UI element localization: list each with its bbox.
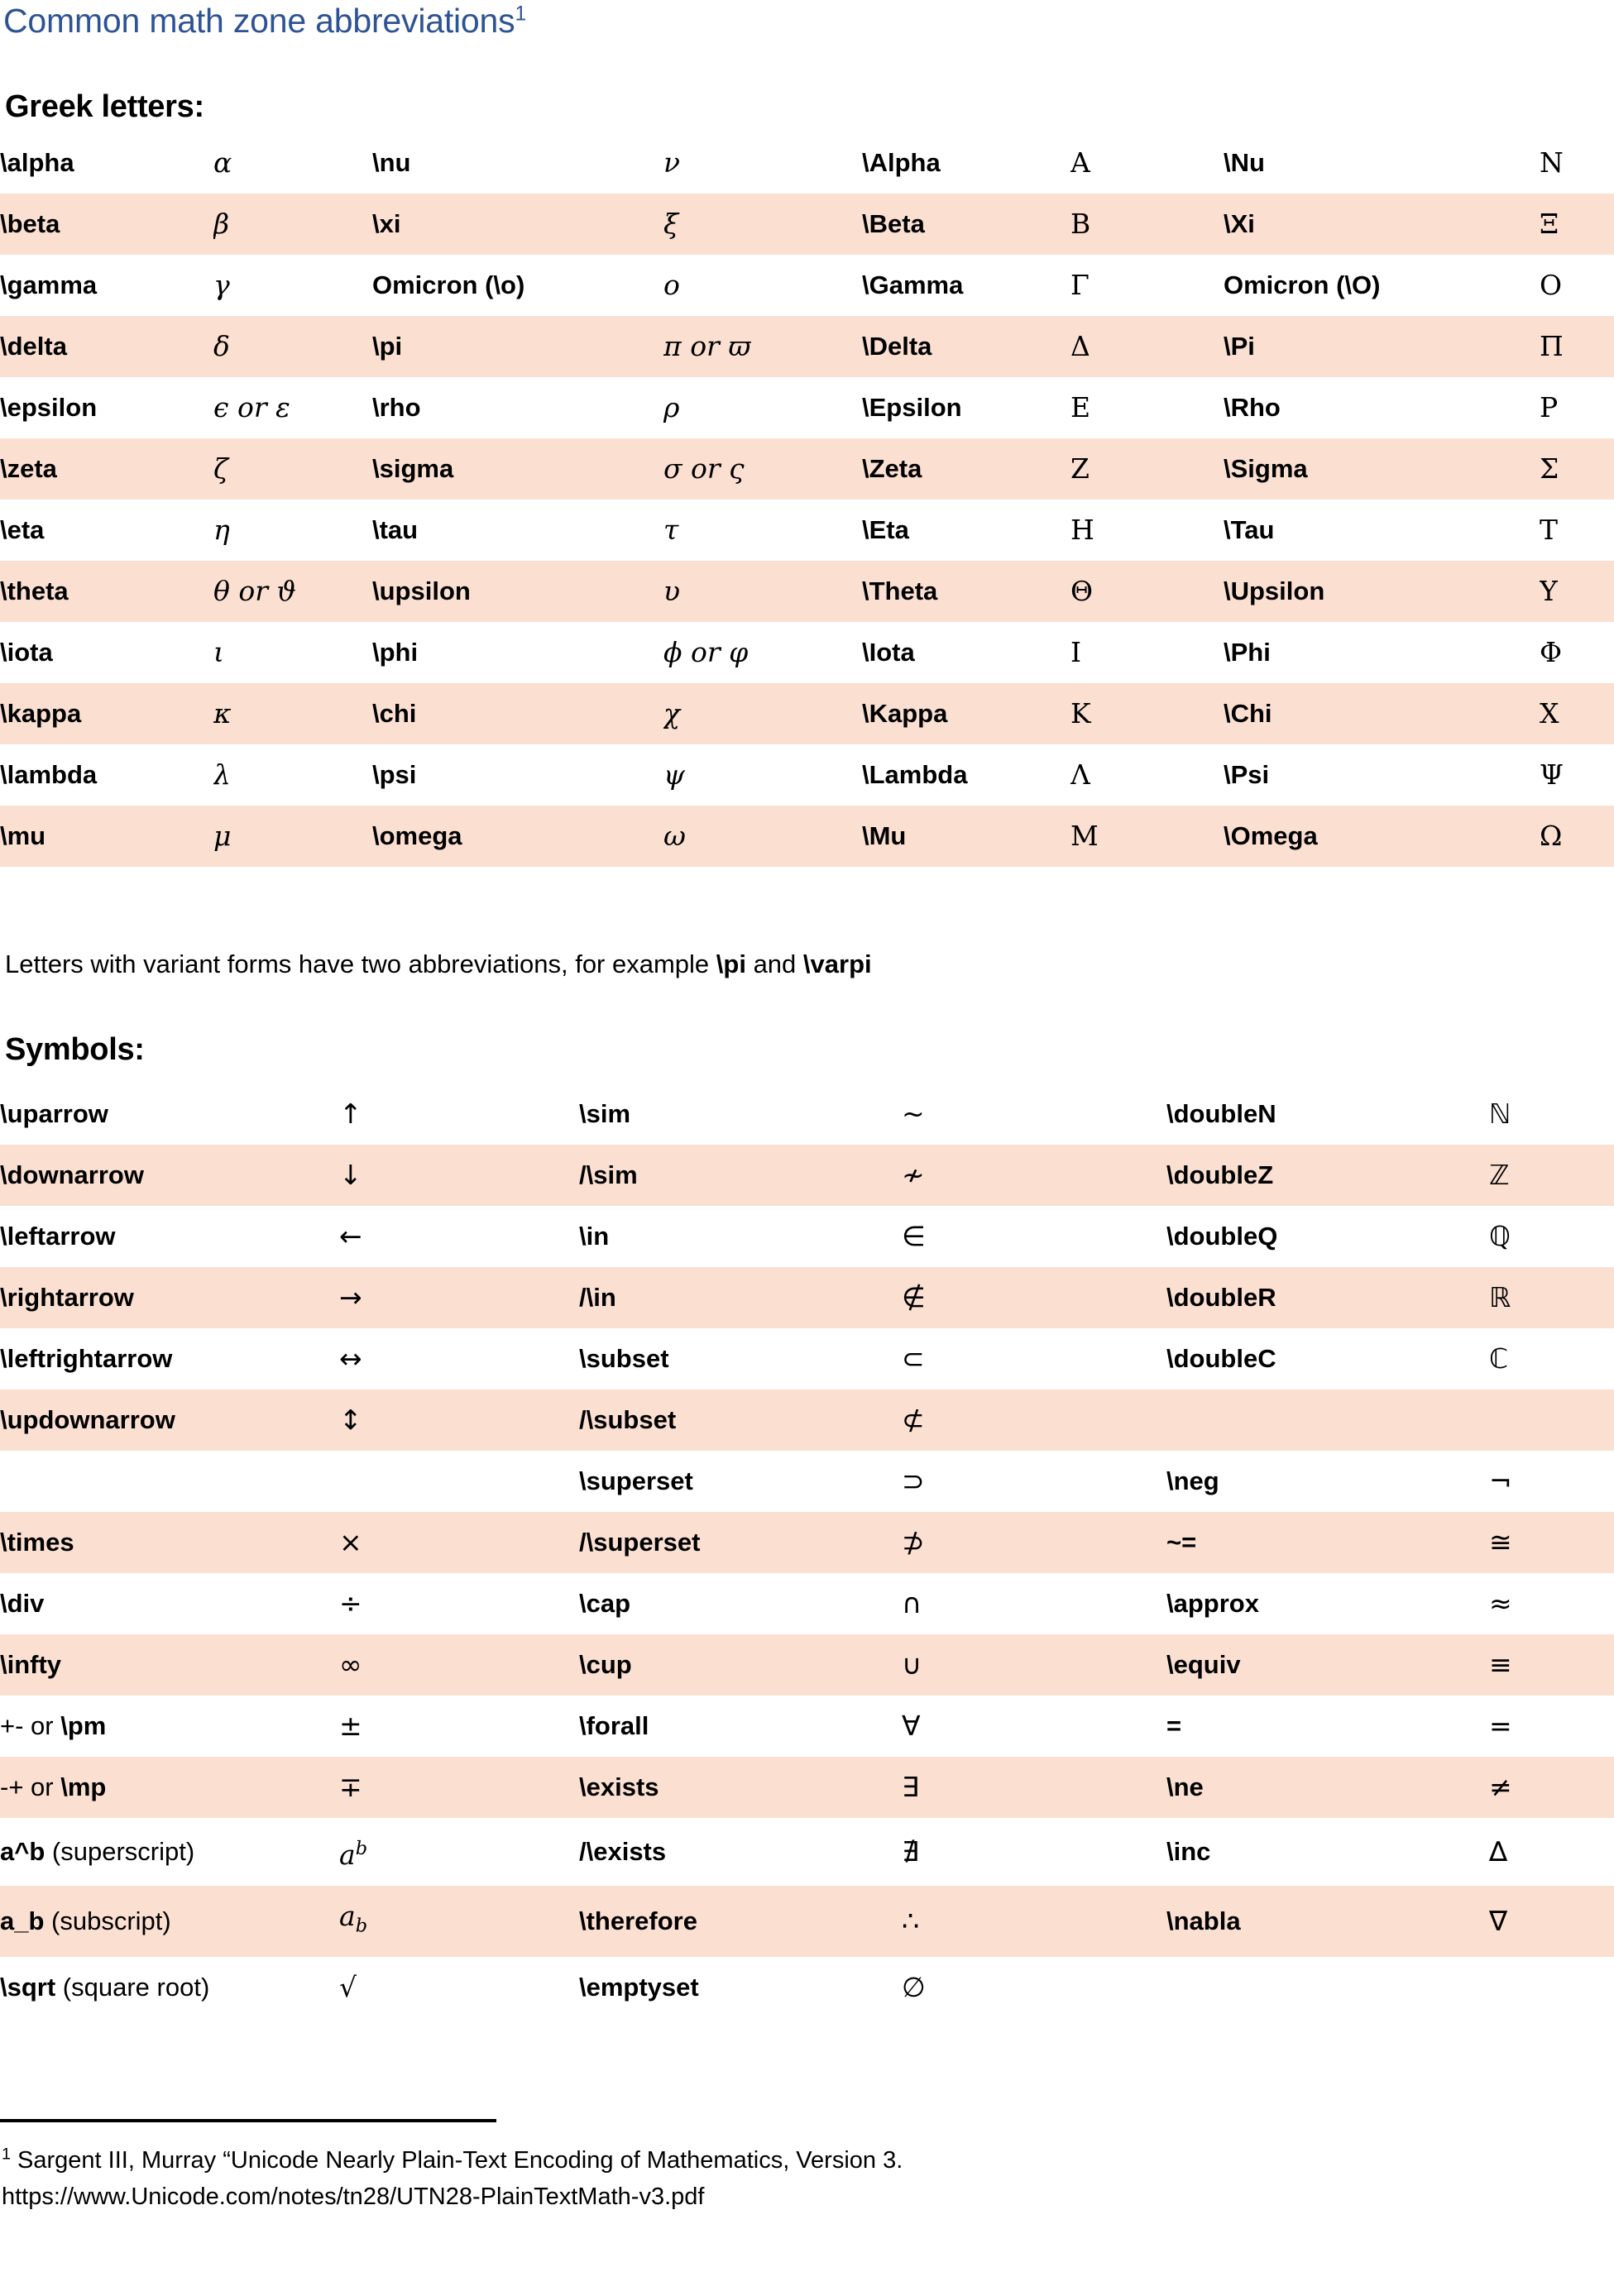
greek-uppercase-glyph: Ψ (1540, 744, 1614, 806)
greek-uppercase-glyph: Η (1070, 500, 1224, 561)
greek-table-row (0, 806, 1614, 867)
symbol-glyph: ↓ (339, 1145, 579, 1206)
symbol-glyph: ℝ (1489, 1267, 1614, 1328)
greek-uppercase-abbr: \Nu (1224, 132, 1540, 194)
symbols-table-row (0, 1206, 1614, 1267)
symbol-abbr: ~= (1166, 1512, 1489, 1573)
page-title (3, 2, 526, 41)
symbols-table-row (0, 1957, 1614, 2018)
greek-lowercase-glyph: π or ϖ (663, 316, 862, 377)
footnote-citation: Sargent III, Murray “Unicode Nearly Plain-Text Encoding of Mathematics, Version 3. (10, 2147, 903, 2174)
greek-uppercase-glyph: Ξ (1540, 194, 1614, 255)
greek-lowercase-abbr: \epsilon (0, 377, 213, 438)
symbol-glyph: ∆ (1489, 1818, 1614, 1886)
greek-uppercase-abbr: \Psi (1224, 744, 1540, 806)
symbol-glyph: ∇ (1489, 1886, 1614, 1957)
symbols-table-row (0, 1512, 1614, 1573)
symbol-glyph: × (339, 1512, 579, 1573)
greek-lowercase-glyph: τ (663, 500, 862, 561)
symbol-abbr: \cap (579, 1573, 902, 1634)
symbol-glyph: ÷ (339, 1573, 579, 1634)
symbol-glyph: ⊂ (902, 1328, 1166, 1390)
symbol-glyph (1489, 1390, 1614, 1451)
greek-lowercase-glyph: σ or ς (663, 438, 862, 500)
greek-uppercase-abbr: \Lambda (862, 744, 1070, 806)
symbol-glyph: ↔ (339, 1328, 579, 1390)
symbol-abbr: /\superset (579, 1512, 902, 1573)
symbols-table-row (0, 1757, 1614, 1818)
symbol-abbr: \neg (1166, 1451, 1489, 1512)
symbol-glyph: ∴ (902, 1886, 1166, 1957)
greek-lowercase-glyph: ν (663, 132, 862, 194)
symbol-abbr: \forall (579, 1696, 902, 1757)
greek-lowercase-abbr: \delta (0, 316, 213, 377)
greek-lowercase-abbr: \chi (372, 683, 663, 744)
note-term-pi: \pi (716, 949, 746, 978)
symbol-abbr (1166, 1957, 1489, 2018)
symbol-abbr: +- or \pm (0, 1696, 339, 1757)
greek-uppercase-abbr: \Chi (1224, 683, 1540, 744)
greek-uppercase-glyph: Θ (1070, 561, 1224, 622)
symbol-abbr: \ne (1166, 1757, 1489, 1818)
symbol-glyph: ⊄ (902, 1390, 1166, 1451)
note-term-varpi: \varpi (802, 949, 872, 978)
footnote-separator (0, 2119, 496, 2122)
symbol-abbr: \sim (579, 1083, 902, 1145)
symbol-glyph: ℤ (1489, 1145, 1614, 1206)
greek-uppercase-abbr: \Rho (1224, 377, 1540, 438)
symbol-abbr: \sqrt (square root) (0, 1957, 339, 2018)
greek-table-row (0, 561, 1614, 622)
symbols-table-row (0, 1083, 1614, 1145)
footnote (2, 2142, 903, 2215)
symbol-abbr: \subset (579, 1328, 902, 1390)
greek-table-row (0, 377, 1614, 438)
footnote-marker: 1 (2, 2145, 11, 2164)
symbol-glyph: ℚ (1489, 1206, 1614, 1267)
greek-table-row (0, 683, 1614, 744)
footnote-line-1 (2, 2142, 903, 2179)
greek-table-row (0, 500, 1614, 561)
greek-lowercase-glyph: λ (213, 744, 372, 806)
symbol-abbr: /\subset (579, 1390, 902, 1451)
greek-uppercase-glyph: Μ (1070, 806, 1224, 867)
symbol-glyph: ∃ (902, 1757, 1166, 1818)
greek-uppercase-abbr: \Theta (862, 561, 1070, 622)
symbol-abbr: = (1166, 1696, 1489, 1757)
greek-uppercase-abbr: Omicron (\O) (1224, 255, 1540, 316)
symbol-glyph: ∞ (339, 1634, 579, 1696)
greek-lowercase-glyph: ϕ or φ (663, 622, 862, 683)
symbols-table-row (0, 1634, 1614, 1696)
greek-table-row (0, 316, 1614, 377)
title-footnote-marker: 1 (515, 2, 526, 26)
greek-lowercase-glyph: ξ (663, 194, 862, 255)
greek-uppercase-abbr: \Delta (862, 316, 1070, 377)
greek-uppercase-glyph: Δ (1070, 316, 1224, 377)
greek-uppercase-abbr: \Upsilon (1224, 561, 1540, 622)
symbol-glyph: ≅ (1489, 1512, 1614, 1573)
symbol-abbr: /\exists (579, 1818, 902, 1886)
symbols-table-row (0, 1886, 1614, 1957)
greek-lowercase-glyph: χ (663, 683, 862, 744)
symbol-abbr (1166, 1390, 1489, 1451)
greek-lowercase-abbr: \mu (0, 806, 213, 867)
greek-uppercase-abbr: \Mu (862, 806, 1070, 867)
symbol-glyph: = (1489, 1696, 1614, 1757)
symbol-glyph: ≠ (1489, 1757, 1614, 1818)
symbol-abbr: \times (0, 1512, 339, 1573)
footnote-line-2: https://www.Unicode.com/notes/tn28/UTN28-PlainTextMath-v3.pdf (2, 2184, 705, 2210)
symbol-abbr: /\sim (579, 1145, 902, 1206)
greek-uppercase-glyph: Ε (1070, 377, 1224, 438)
greek-lowercase-abbr: \eta (0, 500, 213, 561)
greek-uppercase-glyph: Φ (1540, 622, 1614, 683)
greek-lowercase-glyph: υ (663, 561, 862, 622)
greek-lowercase-abbr: \xi (372, 194, 663, 255)
greek-lowercase-abbr: \pi (372, 316, 663, 377)
greek-uppercase-abbr: \Iota (862, 622, 1070, 683)
symbol-abbr: \approx (1166, 1573, 1489, 1634)
symbol-abbr: \downarrow (0, 1145, 339, 1206)
symbol-abbr: \infty (0, 1634, 339, 1696)
symbol-glyph: ← (339, 1206, 579, 1267)
symbol-abbr (0, 1451, 339, 1512)
symbol-abbr: \nabla (1166, 1886, 1489, 1957)
symbols-table (0, 1083, 1614, 2018)
greek-uppercase-glyph: Ω (1540, 806, 1614, 867)
symbol-glyph: ↕ (339, 1390, 579, 1451)
symbol-glyph: ⊅ (902, 1512, 1166, 1573)
greek-lowercase-glyph: θ or ϑ (213, 561, 372, 622)
symbol-abbr: \equiv (1166, 1634, 1489, 1696)
symbol-abbr: \leftarrow (0, 1206, 339, 1267)
symbol-abbr: \div (0, 1573, 339, 1634)
greek-uppercase-glyph: Π (1540, 316, 1614, 377)
page-title-text: Common math zone abbreviations (3, 2, 515, 40)
symbol-glyph: ~ (902, 1083, 1166, 1145)
symbol-abbr: \rightarrow (0, 1267, 339, 1328)
symbol-glyph: ∪ (902, 1634, 1166, 1696)
symbol-abbr: \doubleN (1166, 1083, 1489, 1145)
greek-lowercase-abbr: \psi (372, 744, 663, 806)
greek-lowercase-abbr: \sigma (372, 438, 663, 500)
symbol-abbr: \uparrow (0, 1083, 339, 1145)
greek-lowercase-abbr: \phi (372, 622, 663, 683)
symbols-heading: Symbols: (5, 1032, 145, 1067)
greek-uppercase-glyph: Ρ (1540, 377, 1614, 438)
symbol-abbr: /\in (579, 1267, 902, 1328)
greek-lowercase-abbr: \alpha (0, 132, 213, 194)
greek-lowercase-glyph: ρ (663, 377, 862, 438)
greek-uppercase-abbr: \Zeta (862, 438, 1070, 500)
greek-uppercase-abbr: \Alpha (862, 132, 1070, 194)
symbol-abbr: \exists (579, 1757, 902, 1818)
symbol-glyph: $a_b$ (339, 1886, 579, 1957)
symbols-table-row (0, 1451, 1614, 1512)
greek-lowercase-abbr: \iota (0, 622, 213, 683)
symbol-abbr: \therefore (579, 1886, 902, 1957)
note-prefix: Letters with variant forms have two abbreviations, for example (5, 949, 716, 978)
symbol-glyph: ℂ (1489, 1328, 1614, 1390)
greek-lowercase-glyph: γ (213, 255, 372, 316)
symbol-glyph: ¬ (1489, 1451, 1614, 1512)
symbol-glyph: ⊃ (902, 1451, 1166, 1512)
greek-lowercase-abbr: \beta (0, 194, 213, 255)
greek-lowercase-glyph: η (213, 500, 372, 561)
greek-lowercase-glyph: ο (663, 255, 862, 316)
greek-uppercase-glyph: Λ (1070, 744, 1224, 806)
symbol-glyph: → (339, 1267, 579, 1328)
symbol-glyph: ∈ (902, 1206, 1166, 1267)
greek-lowercase-glyph: ω (663, 806, 862, 867)
variant-forms-note (5, 949, 872, 979)
symbol-abbr: a_b (subscript) (0, 1886, 339, 1957)
symbol-glyph: ∩ (902, 1573, 1166, 1634)
greek-uppercase-glyph: Σ (1540, 438, 1614, 500)
greek-lowercase-abbr: Omicron (\o) (372, 255, 663, 316)
greek-uppercase-abbr: \Kappa (862, 683, 1070, 744)
greek-lowercase-glyph: ζ (213, 438, 372, 500)
symbol-abbr: \cup (579, 1634, 902, 1696)
greek-lowercase-abbr: \tau (372, 500, 663, 561)
greek-lowercase-glyph: ψ (663, 744, 862, 806)
greek-uppercase-glyph: Κ (1070, 683, 1224, 744)
greek-uppercase-glyph: Τ (1540, 500, 1614, 561)
symbol-glyph: ∀ (902, 1696, 1166, 1757)
symbol-abbr: \inc (1166, 1818, 1489, 1886)
symbol-abbr: \emptyset (579, 1957, 902, 2018)
greek-uppercase-abbr: \Eta (862, 500, 1070, 561)
symbol-abbr: \leftrightarrow (0, 1328, 339, 1390)
greek-uppercase-glyph: Χ (1540, 683, 1614, 744)
greek-lowercase-abbr: \nu (372, 132, 663, 194)
symbol-abbr: \doubleR (1166, 1267, 1489, 1328)
symbol-glyph: ∓ (339, 1757, 579, 1818)
greek-table-row (0, 622, 1614, 683)
greek-lowercase-glyph: κ (213, 683, 372, 744)
greek-uppercase-abbr: \Sigma (1224, 438, 1540, 500)
greek-lowercase-abbr: \upsilon (372, 561, 663, 622)
symbol-abbr: a^b (superscript) (0, 1818, 339, 1886)
symbol-glyph (1489, 1957, 1614, 2018)
greek-table-row (0, 132, 1614, 194)
greek-uppercase-abbr: \Xi (1224, 194, 1540, 255)
greek-lowercase-abbr: \lambda (0, 744, 213, 806)
greek-uppercase-abbr: \Tau (1224, 500, 1540, 561)
symbol-glyph: ≁ (902, 1145, 1166, 1206)
greek-uppercase-abbr: \Beta (862, 194, 1070, 255)
symbol-abbr: \in (579, 1206, 902, 1267)
greek-table-row (0, 438, 1614, 500)
symbol-glyph (339, 1451, 579, 1512)
greek-table-row (0, 744, 1614, 806)
greek-uppercase-glyph: Ζ (1070, 438, 1224, 500)
greek-uppercase-abbr: \Omega (1224, 806, 1540, 867)
greek-table-row (0, 255, 1614, 316)
symbol-abbr: \updownarrow (0, 1390, 339, 1451)
symbol-glyph: √ (339, 1957, 579, 2018)
note-middle: and (745, 949, 803, 978)
symbol-abbr: \doubleZ (1166, 1145, 1489, 1206)
greek-lowercase-glyph: ϵ or ε (213, 377, 372, 438)
greek-lowercase-abbr: \gamma (0, 255, 213, 316)
symbol-glyph: ≈ (1489, 1573, 1614, 1634)
greek-table-row (0, 194, 1614, 255)
symbol-abbr: \doubleC (1166, 1328, 1489, 1390)
symbols-table-row (0, 1696, 1614, 1757)
greek-lowercase-abbr: \theta (0, 561, 213, 622)
greek-lowercase-abbr: \zeta (0, 438, 213, 500)
greek-letters-table (0, 132, 1614, 867)
symbol-glyph: ∅ (902, 1957, 1166, 2018)
symbol-glyph: ∉ (902, 1267, 1166, 1328)
greek-lowercase-glyph: β (213, 194, 372, 255)
symbol-glyph: ≡ (1489, 1634, 1614, 1696)
symbol-glyph: ↑ (339, 1083, 579, 1145)
symbols-table-row (0, 1145, 1614, 1206)
greek-uppercase-abbr: \Phi (1224, 622, 1540, 683)
greek-lowercase-abbr: \rho (372, 377, 663, 438)
symbol-glyph: $a^b$ (339, 1818, 579, 1886)
greek-lowercase-glyph: μ (213, 806, 372, 867)
greek-lowercase-glyph: α (213, 132, 372, 194)
greek-lowercase-abbr: \kappa (0, 683, 213, 744)
greek-uppercase-abbr: \Pi (1224, 316, 1540, 377)
symbols-table-row (0, 1573, 1614, 1634)
greek-lowercase-glyph: δ (213, 316, 372, 377)
greek-lowercase-glyph: ι (213, 622, 372, 683)
greek-uppercase-abbr: \Epsilon (862, 377, 1070, 438)
symbols-table-row (0, 1818, 1614, 1886)
symbols-table-row (0, 1328, 1614, 1390)
symbols-table-row (0, 1267, 1614, 1328)
greek-uppercase-glyph: Ο (1540, 255, 1614, 316)
greek-uppercase-glyph: Υ (1540, 561, 1614, 622)
symbols-table-row (0, 1390, 1614, 1451)
greek-uppercase-glyph: Ν (1540, 132, 1614, 194)
greek-uppercase-glyph: Ι (1070, 622, 1224, 683)
greek-lowercase-abbr: \omega (372, 806, 663, 867)
symbol-abbr: -+ or \mp (0, 1757, 339, 1818)
greek-letters-heading: Greek letters: (5, 89, 204, 124)
symbol-glyph: ± (339, 1696, 579, 1757)
greek-uppercase-glyph: Β (1070, 194, 1224, 255)
greek-uppercase-glyph: Α (1070, 132, 1224, 194)
symbol-glyph: ℕ (1489, 1083, 1614, 1145)
symbol-abbr: \superset (579, 1451, 902, 1512)
greek-uppercase-glyph: Γ (1070, 255, 1224, 316)
symbol-glyph: ∄ (902, 1818, 1166, 1886)
greek-uppercase-abbr: \Gamma (862, 255, 1070, 316)
symbol-abbr: \doubleQ (1166, 1206, 1489, 1267)
